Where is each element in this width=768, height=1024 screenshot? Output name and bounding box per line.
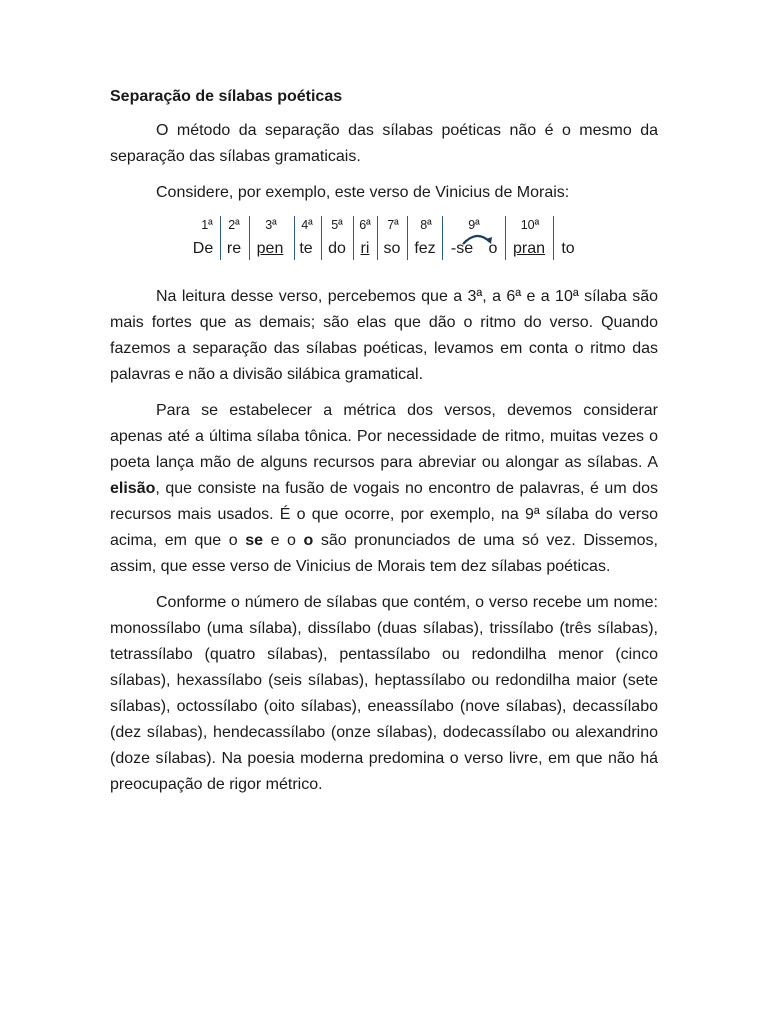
syllable-number: 10ª (520, 218, 540, 232)
syllable-number: 6ª (359, 218, 371, 232)
paragraph-stress: Na leitura desse verso, percebemos que a 3ª, a 6ª e a 10ª sílaba são mais fortes que as demais; são elas que dão o ritmo do verso. Quando fazemos a separação das sílabas poéticas, levamos em conta o ritmo das palavras e não a divisão silábica gramatical. (110, 288, 658, 383)
verse-syllable: re (226, 240, 242, 257)
verse-syllable: fez (414, 240, 436, 257)
verse-syllable: te (299, 240, 313, 257)
verse-syllable-stressed: pen (256, 240, 284, 257)
verse-syllable: o (488, 240, 498, 257)
paragraph-text: e o (263, 532, 304, 549)
document-page (110, 86, 658, 798)
paragraph-verse-names: Conforme o número de sílabas que contém, o verso recebe um nome: monossílabo (uma sílaba), dissílabo (duas sílabas), trissílabo (três sílabas), tetrassílabo (quatro sílabas), pentassílabo ou redondilha menor (cinco sílabas), hexassílabo (seis sílabas), heptassílabo ou redondilha maior (sete sílabas), octossílabo (oito sílabas), eneassílabo (nove sílabas), decassílabo (dez sílabas), hendecassílabo (onze sílabas), dodecassílabo ou alexandrino (doze sílabas). Na poesia moderna predomina o verso livre, em que não há preocupação de rigor métrico. (110, 594, 658, 793)
verse-separator (553, 216, 554, 260)
verse-syllable: so (383, 240, 401, 257)
verse-separator (505, 216, 506, 260)
verse-syllable-stressed: ri (360, 240, 370, 257)
syllable-number: 1ª (201, 218, 213, 232)
paragraph-example-lead: Considere, por exemplo, este verso de Vinicius de Morais: (156, 184, 570, 201)
syllable-number: 4ª (301, 218, 313, 232)
verse-separator (442, 216, 443, 260)
paragraph-intro: O método da separação das sílabas poéticas não é o mesmo da separação das sílabas gramaticais. (110, 122, 658, 165)
verse-separator (377, 216, 378, 260)
verse-syllable: De (192, 240, 214, 257)
verse-syllable: to (561, 240, 575, 257)
verse-separator (407, 216, 408, 260)
verse-separator (321, 216, 322, 260)
section-heading: Separação de sílabas poéticas (110, 88, 343, 105)
term-se: se (245, 532, 264, 549)
verse-separator (294, 216, 295, 260)
verse-separator (220, 216, 221, 260)
paragraph-text: Para se estabelecer a métrica dos versos, devemos considerar apenas até a última sílaba tônica. Por necessidade de ritmo, muitas vezes o poeta lança mão de alguns recursos para abreviar ou alongar as sílabas. A (110, 402, 658, 471)
syllable-number: 7ª (387, 218, 399, 232)
paragraph-elision (110, 398, 658, 580)
paragraph-text: são pronunciados de uma só vez. Dissemos, assim, que esse verso de Vinicius de Morais tem dez sílabas poéticas. (110, 532, 659, 575)
syllable-number: 5ª (331, 218, 343, 232)
verse-syllable-stressed: pran (512, 240, 546, 257)
verse-separator (353, 216, 354, 260)
syllable-number: 2ª (228, 218, 240, 232)
term-o: o (303, 532, 314, 549)
verse-scansion (110, 216, 658, 274)
verse-separator (249, 216, 250, 260)
paragraph-text: , que consiste na fusão de vogais no encontro de palavras, é um dos recursos mais usados. É o que ocorre, por exemplo, na 9ª sílaba do verso acima, em que o (110, 480, 658, 549)
syllable-number: 9ª (468, 218, 480, 232)
verse-syllable: do (328, 240, 346, 257)
term-elisao: elisão (110, 480, 156, 497)
verse-syllable: -se (450, 240, 474, 257)
syllable-number: 8ª (420, 218, 432, 232)
syllable-number: 3ª (265, 218, 277, 232)
